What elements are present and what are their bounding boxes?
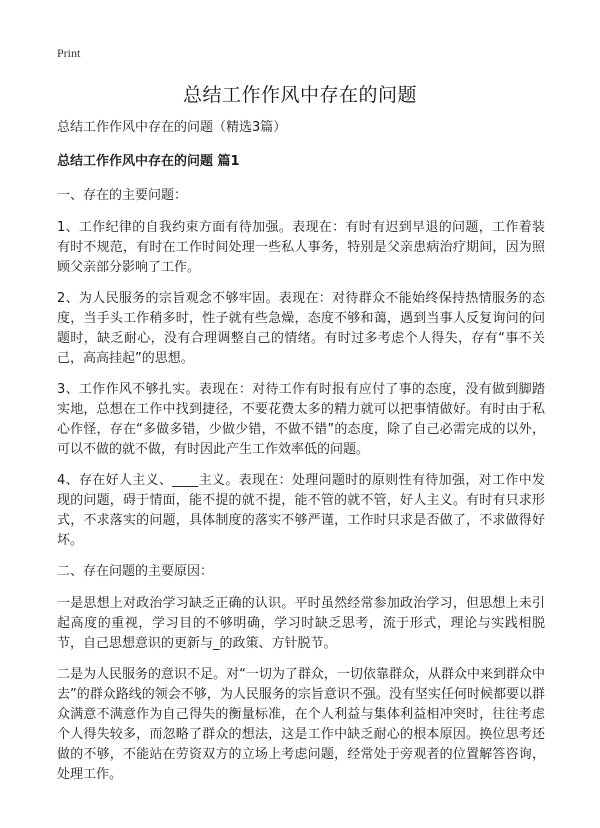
issue-paragraph-1: 1、工作纪律的自我约束方面有待加强。表现在：有时有迟到早退的问题，工作着装有时不规范，有时在工作时间处理一些私人事务，特别是父亲患病治疗期间，因为照顾父亲部分影响了工作。: [57, 220, 545, 275]
issue-paragraph-4: 4、存在好人主义、____主义。表现在：处理问题时的原则性有待加强，对工作中发现的问题，碍于情面，能不提的就不提，能不管的就不管，好人主义。有时有只求形式，不求落实的问题，具体制度的落实不够严谨，工作时只求是否做了，不求做得好坏。: [57, 473, 545, 548]
document-title: 总结工作作风中存在的问题: [182, 84, 417, 106]
part2-heading: 二、存在问题的主要原因：: [57, 564, 214, 579]
issue-paragraph-2: 2、为人民服务的宗旨观念不够牢固。表现在：对待群众不能始终保持热情服务的态度，当手头工作稍多时，性子就有些急燥，态度不够和蔼，遇到当事人反复询问的问题时，缺乏耐心，没有合理调整自己的情绪。有时过多考虑个人得失，存有“事不关己，高高挂起”的思想。: [57, 291, 545, 366]
part1-heading: 一、存在的主要问题：: [57, 188, 188, 203]
print-link[interactable]: Print: [57, 46, 81, 60]
document-subtitle: 总结工作作风中存在的问题（精选3篇）: [57, 120, 287, 135]
reason-paragraph-2: 二是为人民服务的意识不足。对“一切为了群众，一切依靠群众，从群众中来到群众中去”的群众路线的领会不够，为人民服务的宗旨意识不强。没有坚实任何时候都要以群众满意不满意作为自己得失的衡量标准，在个人利益与集体利益相冲突时，往往考虑个人得失较多，而忽略了群众的想法，这是工作中缺乏耐心的根本原因。换位思考还做的不够，不能站在劳资双方的立场上考虑问题，经常处于旁观者的位置解答咨询，处理工作。: [57, 667, 545, 782]
reason-paragraph-1: 一是思想上对政治学习缺乏正确的认识。平时虽然经常参加政治学习，但思想上未引起高度的重视，学习目的不够明确，学习时缺乏思考，流于形式，理论与实践相脱节，自己思想意识的更新与_的政策、方针脱节。: [57, 596, 545, 651]
document-body: [57, 118, 545, 796]
section-heading: 总结工作作风中存在的问题 篇1: [57, 154, 240, 169]
issue-paragraph-3: 3、工作作风不够扎实。表现在：对待工作有时报有应付了事的态度，没有做到脚踏实地，总想在工作中找到捷径，不要花费太多的精力就可以把事情做好。有时由于私心作怪，存在“多做多错，少做少错，不做不错”的态度，除了自己必需完成的以外，可以不做的就不做，有时因此产生工作效率低的问题。: [57, 382, 545, 457]
